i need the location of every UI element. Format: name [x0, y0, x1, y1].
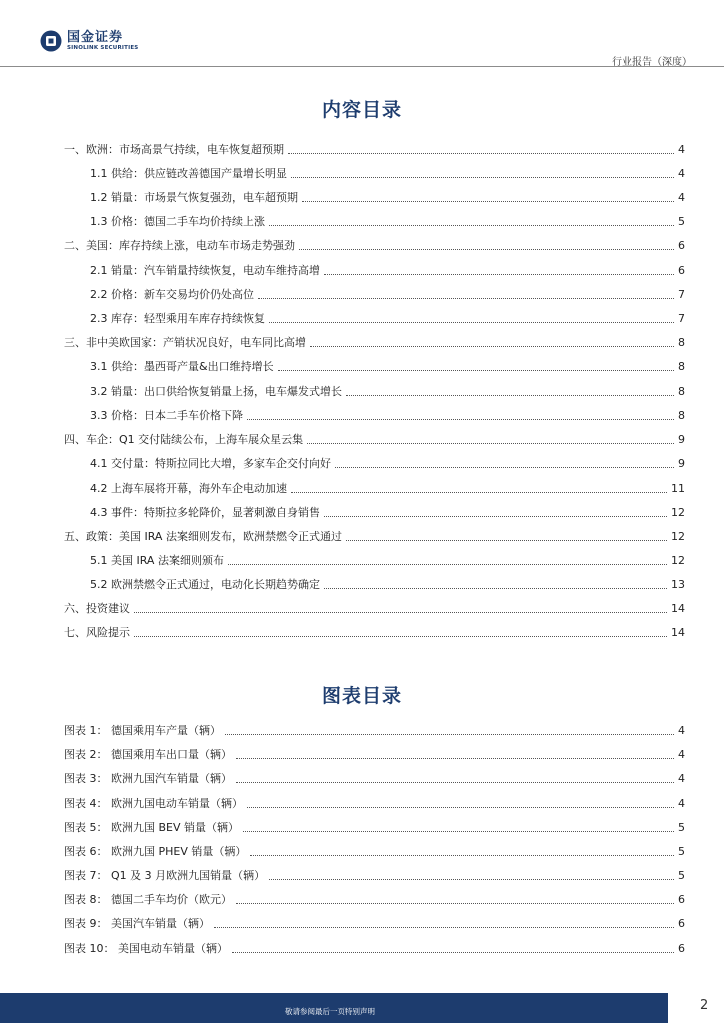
- figure-page-number: 5: [678, 821, 685, 834]
- toc-entry[interactable]: 5.1 美国 IRA 法案细则颁布 12: [90, 554, 685, 567]
- toc-entry[interactable]: 一、欧洲：市场高景气持续，电车恢复超预期 4: [64, 143, 685, 156]
- footer-disclaimer: 敬请参阅最后一页特别声明: [285, 1007, 375, 1016]
- figure-page-number: 4: [678, 748, 685, 761]
- toc-page-number: 14: [671, 602, 685, 615]
- leader-dots: [346, 539, 667, 541]
- toc-entry[interactable]: 2.3 库存：轻型乘用车库存持续恢复 7: [90, 312, 685, 325]
- toc-entry[interactable]: 4.3 事件：特斯拉多轮降价，显著刺激自身销售 12: [90, 506, 685, 519]
- toc-entry[interactable]: 2.1 销量：汽车销量持续恢复，电动车维持高增 6: [90, 264, 685, 277]
- toc-entry[interactable]: 2.2 价格：新车交易均价仍处高位 7: [90, 288, 685, 301]
- leader-dots: [324, 587, 667, 589]
- leader-dots: [288, 152, 674, 154]
- leader-dots: [247, 806, 674, 808]
- figure-page-number: 6: [678, 917, 685, 930]
- leader-dots: [269, 878, 674, 880]
- figure-page-number: 4: [678, 724, 685, 737]
- figure-entry[interactable]: 图表 9： 美国汽车销量（辆） 6: [64, 917, 685, 930]
- toc-entry[interactable]: 三、非中美欧国家：产销状况良好，电车同比高增 8: [64, 336, 685, 349]
- leader-dots: [307, 442, 674, 444]
- leader-dots: [236, 902, 674, 904]
- leader-dots: [247, 418, 674, 420]
- figure-entry[interactable]: 图表 1： 德国乘用车产量（辆） 4: [64, 724, 685, 737]
- toc-entry[interactable]: 4.2 上海车展将开幕，海外车企电动加速 11: [90, 482, 685, 495]
- leader-dots: [225, 733, 674, 735]
- toc-entry[interactable]: 3.3 价格：日本二手车价格下降 8: [90, 409, 685, 422]
- report-type-label: 行业报告（深度）: [612, 57, 692, 68]
- leader-dots: [243, 830, 674, 832]
- toc-page-number: 8: [678, 385, 685, 398]
- toc-title: 内容目录: [321, 99, 402, 121]
- toc-entry[interactable]: 1.3 价格：德国二手车均价持续上涨 5: [90, 215, 685, 228]
- toc-page-number: 12: [671, 506, 685, 519]
- toc-entry[interactable]: 1.2 销量：市场景气恢复强劲，电车超预期 4: [90, 191, 685, 204]
- figure-entry[interactable]: 图表 10： 美国电动车销量（辆） 6: [64, 942, 685, 955]
- toc-page-number: 7: [678, 288, 685, 301]
- leader-dots: [346, 394, 674, 396]
- figure-page-number: 6: [678, 893, 685, 906]
- leader-dots: [291, 491, 667, 493]
- logo-chinese-name: 国金证券: [67, 29, 124, 45]
- leader-dots: [302, 200, 674, 202]
- leader-dots: [299, 248, 674, 250]
- company-logo: [40, 30, 138, 52]
- toc-page-number: 13: [671, 578, 685, 591]
- toc-page-number: 5: [678, 215, 685, 228]
- toc-page-number: 8: [678, 336, 685, 349]
- toc-page-number: 4: [678, 167, 685, 180]
- figure-list-title: 图表目录: [321, 685, 402, 707]
- toc-page-number: 14: [671, 626, 685, 639]
- toc-page-number: 7: [678, 312, 685, 325]
- toc-page-number: 9: [678, 457, 685, 470]
- toc-entry[interactable]: 六、投资建议 14: [64, 602, 685, 615]
- figure-entry[interactable]: 图表 7： Q1 及 3 月欧洲九国销量（辆） 5: [64, 869, 685, 882]
- figure-page-number: 5: [678, 869, 685, 882]
- leader-dots: [258, 297, 674, 299]
- toc-page-number: 6: [678, 239, 685, 252]
- toc-page-number: 6: [678, 264, 685, 277]
- figure-page-number: 5: [678, 845, 685, 858]
- figure-page-number: 4: [678, 772, 685, 785]
- leader-dots: [134, 635, 667, 637]
- leader-dots: [232, 951, 674, 953]
- toc-page-number: 4: [678, 143, 685, 156]
- toc-entry[interactable]: 二、美国：库存持续上涨，电动车市场走势强劲 6: [64, 239, 685, 252]
- leader-dots: [324, 273, 674, 275]
- leader-dots: [134, 611, 667, 613]
- figure-entry[interactable]: 图表 3： 欧洲九国汽车销量（辆） 4: [64, 772, 685, 785]
- toc-entry[interactable]: 5.2 欧洲禁燃令正式通过，电动化长期趋势确定 13: [90, 578, 685, 591]
- leader-dots: [269, 321, 674, 323]
- toc-entry[interactable]: 1.1 供给：供应链改善德国产量增长明显 4: [90, 167, 685, 180]
- toc-page-number: 8: [678, 409, 685, 422]
- figure-page-number: 6: [678, 942, 685, 955]
- header-divider: [0, 66, 724, 67]
- leader-dots: [269, 224, 674, 226]
- toc-entry[interactable]: 3.1 供给：墨西哥产量&出口维持增长 8: [90, 360, 685, 373]
- leader-dots: [278, 369, 674, 371]
- leader-dots: [214, 926, 674, 928]
- leader-dots: [250, 854, 674, 856]
- toc-entry[interactable]: 五、政策：美国 IRA 法案细则发布，欧洲禁燃令正式通过 12: [64, 530, 685, 543]
- leader-dots: [236, 757, 674, 759]
- toc-page-number: 12: [671, 530, 685, 543]
- figure-entry[interactable]: 图表 5： 欧洲九国 BEV 销量（辆） 5: [64, 821, 685, 834]
- figure-entry[interactable]: 图表 8： 德国二手车均价（欧元） 6: [64, 893, 685, 906]
- toc-entry[interactable]: 七、风险提示 14: [64, 626, 685, 639]
- figure-entry[interactable]: 图表 6： 欧洲九国 PHEV 销量（辆） 5: [64, 845, 685, 858]
- leader-dots: [310, 345, 674, 347]
- leader-dots: [335, 466, 674, 468]
- logo-icon: [40, 30, 62, 52]
- figure-page-number: 4: [678, 797, 685, 810]
- toc-page-number: 12: [671, 554, 685, 567]
- toc-page-number: 4: [678, 191, 685, 204]
- leader-dots: [324, 515, 667, 517]
- leader-dots: [291, 176, 674, 178]
- figure-entry[interactable]: 图表 4： 欧洲九国电动车销量（辆） 4: [64, 797, 685, 810]
- page-number: 2: [700, 998, 709, 1013]
- logo-english-name: SINOLINK SECURITIES: [67, 44, 139, 51]
- toc-entry[interactable]: 4.1 交付量：特斯拉同比大增，多家车企交付向好 9: [90, 457, 685, 470]
- toc-page-number: 9: [678, 433, 685, 446]
- figure-entry[interactable]: 图表 2： 德国乘用车出口量（辆） 4: [64, 748, 685, 761]
- page-header: [0, 0, 724, 70]
- leader-dots: [236, 781, 674, 783]
- toc-page-number: 11: [671, 482, 685, 495]
- leader-dots: [228, 563, 667, 565]
- toc-entry[interactable]: 3.2 销量：出口供给恢复销量上扬，电车爆发式增长 8: [90, 385, 685, 398]
- toc-entry[interactable]: 四、车企：Q1 交付陆续公布，上海车展众星云集 9: [64, 433, 685, 446]
- toc-page-number: 8: [678, 360, 685, 373]
